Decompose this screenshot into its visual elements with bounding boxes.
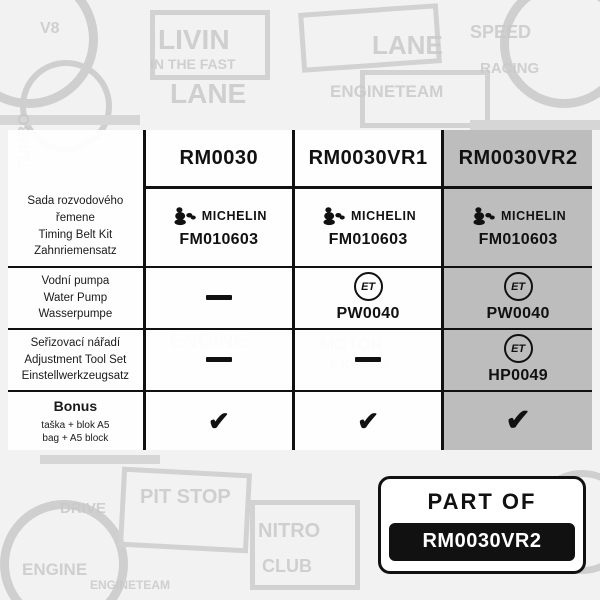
bonus-title: Bonus [53,398,98,415]
row-label-timing-belt-kit [8,188,144,267]
comparison-table [8,130,592,450]
cell-tool-set-rm0030 [144,329,293,391]
row-label-de: Zahnriemensatz [34,245,117,258]
row-label-en: Adjustment Tool Set [24,353,127,366]
row-label-cs: Vodní pumpa [41,274,110,287]
table-row [8,329,592,391]
sticker-text: LANE [170,78,247,109]
michelin-logo-icon [320,205,416,227]
part-of-label: PART OF [427,489,537,514]
cell-bonus-rm0030vr1 [293,391,442,450]
sticker-text: RACING [480,60,540,77]
cell-tool-set-rm0030vr1 [293,329,442,391]
part-number: HP0049 [488,367,548,385]
cell-bonus-rm0030vr2 [443,391,592,450]
part-of-badge [378,476,586,574]
cell-water-pump-rm0030vr2 [443,267,592,329]
table-row [8,267,592,329]
row-label-de: Einstellwerkzeugsatz [21,370,130,383]
cell-bonus-rm0030 [144,391,293,450]
cell-timing-belt-rm0030 [144,188,293,267]
sticker-text: SPEED [470,22,532,42]
decorative-bar [40,455,160,464]
table-row [8,188,592,267]
part-number: PW0040 [336,305,400,323]
row-label-water-pump [8,267,144,329]
sticker-text: PIT STOP [140,486,231,508]
not-included-dash-icon [355,357,381,362]
decorative-bar [470,120,600,130]
comparison-table-wrapper [8,130,592,450]
bonus-sub-en: bag + A5 block [42,433,109,445]
part-number: FM010603 [328,231,408,249]
row-label-cs: Sada rozvodového řemene [27,195,124,224]
michelin-wordmark: MICHELIN [201,209,267,224]
sticker-text: LIVIN [158,24,230,55]
michelin-man-icon [320,206,346,226]
row-label-en: Water Pump [43,291,108,304]
sticker-text: DRIVE [60,500,106,517]
check-icon: ✔ [357,406,379,437]
sticker-text: IN THE FAST [150,56,236,72]
cell-water-pump-rm0030 [144,267,293,329]
sticker-text: V8 [40,20,60,37]
engineteam-logo-icon: ET [354,272,383,301]
header-col-rm0030vr2: RM0030VR2 [443,130,592,188]
check-icon: ✔ [207,406,230,437]
row-label-en: Timing Belt Kit [38,228,113,241]
part-number: FM010603 [179,231,259,249]
header-corner [8,130,144,188]
michelin-wordmark: MICHELIN [501,209,567,224]
table-row [8,391,592,450]
michelin-logo-icon [470,205,566,227]
not-included-dash-icon [206,357,232,362]
sticker-text: NITRO [258,520,321,542]
sticker-text: LANE [372,30,443,60]
decorative-ring [500,0,600,108]
michelin-logo-icon [171,205,267,227]
row-label-bonus [8,391,144,450]
part-number: FM010603 [478,231,558,249]
cell-tool-set-rm0030vr2 [443,329,592,391]
cell-timing-belt-rm0030vr2 [443,188,592,267]
sticker-text: ENGINE [22,560,88,579]
sticker-text: CLUB [262,556,312,576]
part-number: PW0040 [486,305,550,323]
row-label-adjustment-tool-set [8,329,144,391]
bonus-sub-cs: taška + blok A5 [41,419,110,431]
decorative-box [118,467,252,554]
michelin-man-icon [171,206,197,226]
sticker-text: ENGINETEAM [330,82,444,101]
michelin-man-icon [470,206,496,226]
check-icon: ✔ [505,404,531,438]
row-label-de: Wasserpumpe [38,308,113,321]
not-included-dash-icon [206,295,232,300]
row-label-cs: Seřizovací nářadí [30,336,121,349]
header-col-rm0030: RM0030 [144,130,293,188]
sticker-text: ENGINETEAM [90,578,171,592]
cell-timing-belt-rm0030vr1 [293,188,442,267]
part-of-product: RM0030VR2 [389,523,575,561]
cell-water-pump-rm0030vr1 [293,267,442,329]
table-header-row [8,130,592,188]
header-col-rm0030vr1: RM0030VR1 [293,130,442,188]
engineteam-logo-icon: ET [504,272,533,301]
engineteam-logo-icon: ET [504,334,533,363]
michelin-wordmark: MICHELIN [350,209,417,224]
